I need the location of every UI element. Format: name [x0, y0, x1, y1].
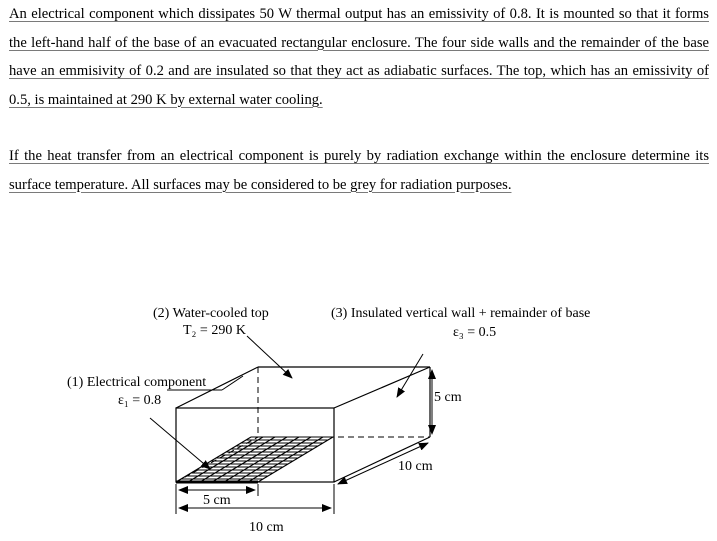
label-wall-emissivity: ε₃ = 0.5 [453, 325, 497, 340]
label-insulated-wall: (3) Insulated vertical wall + remainder of base [331, 306, 591, 321]
question-paragraph: If the heat transfer from an electrical component is purely by radiation exchange within the enclosure determine its surface temperature. All surfaces may be considered to be grey for radiation purposes. [9, 148, 709, 193]
dimension-depth-label: 10 cm [398, 459, 433, 474]
label-top-temperature: T₂ = 290 K [183, 323, 246, 338]
label-component-emissivity: ε₁ = 0.8 [118, 393, 162, 408]
enclosure-box [176, 367, 430, 482]
dimension-half-width-label: 5 cm [203, 493, 231, 508]
hidden-edges [176, 367, 430, 482]
dimension-width-label: 10 cm [249, 520, 284, 535]
label-electrical-component: (1) Electrical component [67, 375, 207, 390]
dimension-height-label: 5 cm [434, 390, 462, 405]
problem-statement-paragraph: An electrical component which dissipates 50 W thermal output has an emissivity of 0.8. It is mounted so that it forms the left-hand half of the base of an evacuated rectangular enclosure. The four side walls and the remainder of the base have an emmisivity of 0.2 and are insulated so that they act as adiabatic surfaces. The top, which has an emissivity of 0.5, is maintained at 290 K by external water cooling. [9, 6, 709, 108]
label-water-cooled-top: (2) Water-cooled top [153, 306, 269, 321]
